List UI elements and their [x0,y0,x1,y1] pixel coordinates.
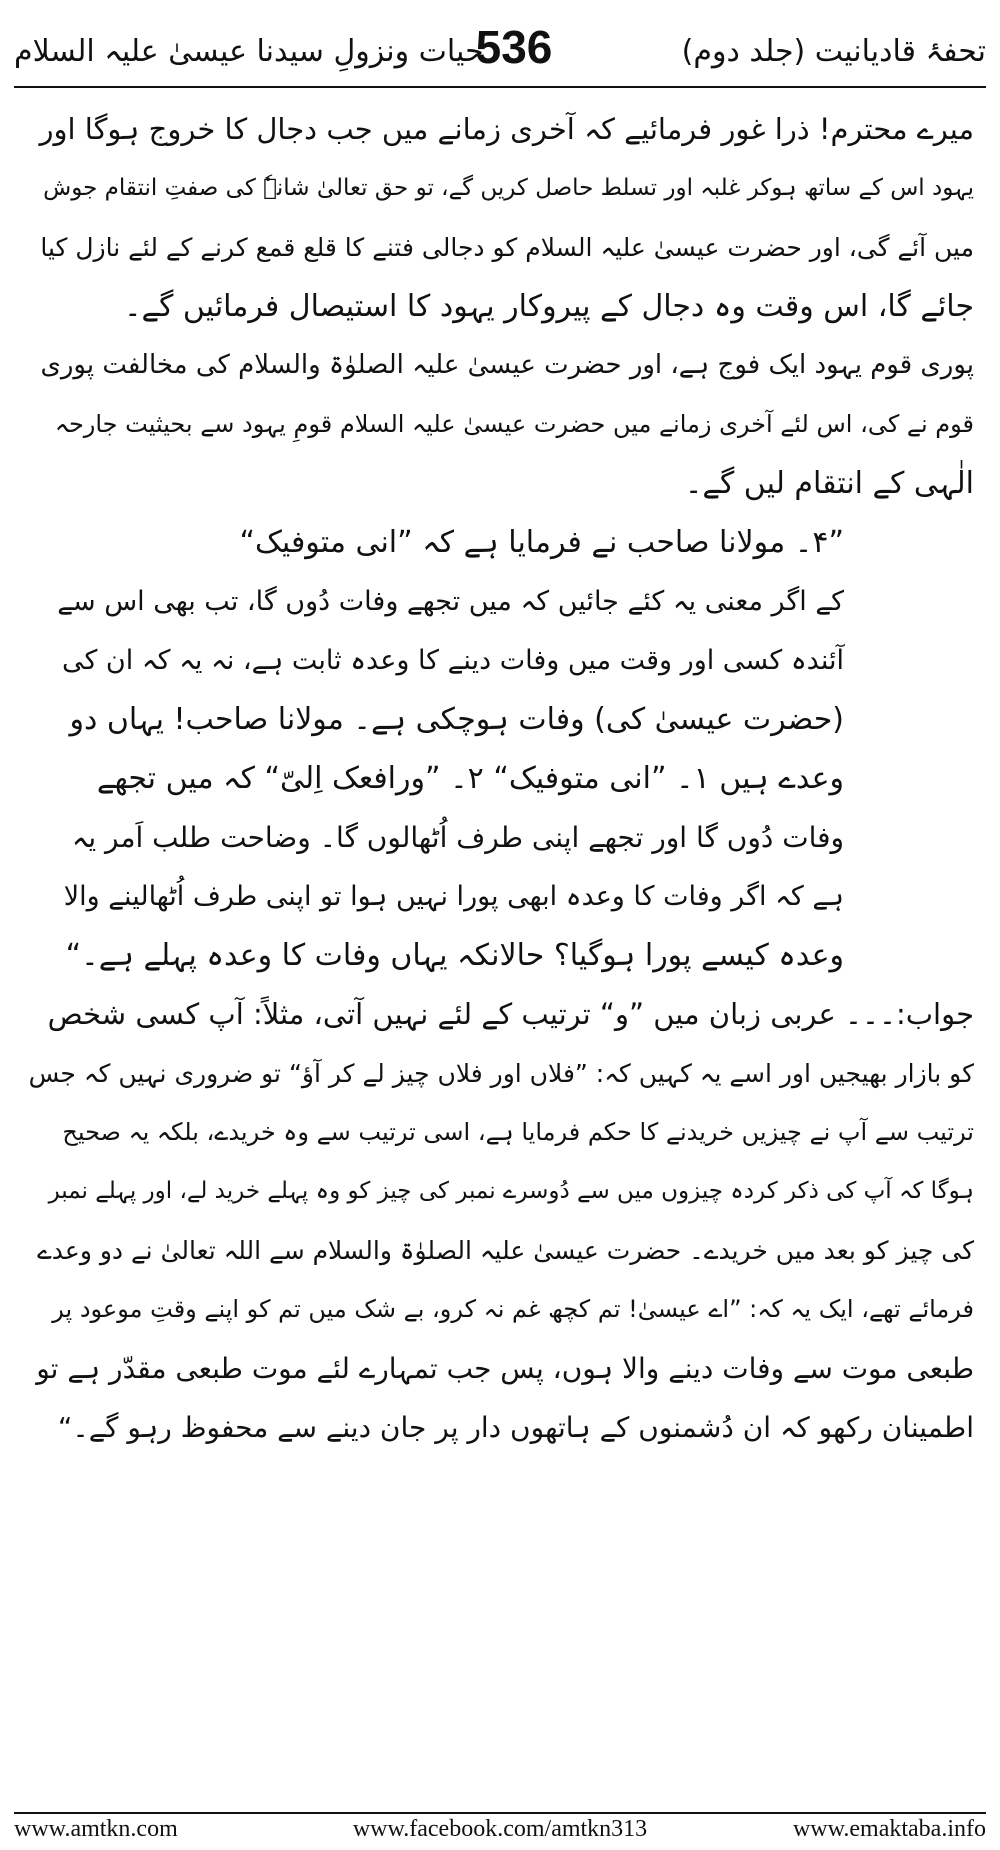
text-line: الٰہی کے انتقام لیں گے۔ [684,466,974,501]
chapter-title: حیات ونزولِ سیدنا عیسیٰ علیہ السلام [14,34,484,69]
text-line: طبعی موت سے وفات دینے والا ہوں، پس جب تمہارے لئے موت طبعی مقدّر ہے تو [36,1352,974,1385]
text-line: میرے محترم! ذرا غور فرمائیے کہ آخری زمانے میں جب دجال کا خروج ہوگا اور [39,112,974,146]
footer-divider [14,1812,986,1814]
footer-link-amtkn[interactable]: www.amtkn.com [14,1816,178,1842]
text-line: ہوگا کہ آپ کی ذکر کردہ چیزوں میں سے دُوسرے نمبر کی چیز کو وہ پہلے خرید لے، اور پہلے نمبر [48,1178,974,1204]
text-line: جواب:۔۔۔ عربی زبان میں ”و“ ترتیب کے لئے نہیں آتی، مثلاً: آپ کسی شخص [47,997,974,1031]
header-divider [14,86,986,88]
text-line: وعدہ کیسے پورا ہوگیا؟ حالانکہ یہاں وفات کا وعدہ پہلے ہے۔“ [65,938,844,973]
quoted-paragraph [26,513,974,985]
text-line: آئندہ کسی اور وقت میں وفات دینے کا وعدہ ثابت ہے، نہ یہ کہ ان کی [61,645,844,676]
text-line: کی چیز کو بعد میں خریدے۔ حضرت عیسیٰ علیہ الصلوٰۃ والسلام سے اللہ تعالیٰ نے دو وعدے [37,1236,974,1265]
text-line: ہے کہ اگر وفات کا وعدہ ابھی پورا نہیں ہوا تو اپنی طرف اُٹھالینے والا [63,881,844,912]
text-line: وعدے ہیں ۱۔ ”انی متوفیک“ ۲۔ ”ورافعک اِلیّ“ کہ میں تجھے [96,761,844,796]
text-line: ترتیب سے آپ نے چیزیں خریدنے کا حکم فرمایا ہے، اسی ترتیب سے وہ خریدے، بلکہ یہ صحیح [62,1118,974,1146]
page-footer [14,1816,986,1846]
text-line: قوم نے کی، اس لئے آخری زمانے میں حضرت عیسیٰ علیہ السلام قومِ یہود سے بحیثیت جارحہ [54,410,974,438]
text-line: پوری قوم یہود ایک فوج ہے، اور حضرت عیسیٰ علیہ الصلوٰۃ والسلام کی مخالفت پوری [40,350,974,380]
book-title: تحفۂ قادیانیت (جلد دوم) [681,34,986,69]
page-number: 536 [475,21,553,73]
footer-link-emaktaba[interactable]: www.emaktaba.info [792,1816,986,1842]
text-line: اطمینان رکھو کہ ان دُشمنوں کے ہاتھوں دار پر جان دینے سے محفوظ رہو گے۔“ [57,1411,974,1444]
text-line: وفات دُوں گا اور تجھے اپنی طرف اُٹھالوں گا۔ وضاحت طلب اَمر یہ [71,821,844,854]
text-line: (حضرت عیسیٰ کی) وفات ہوچکی ہے۔ مولانا صاحب! یہاں دو [69,702,844,737]
text-line: یہود اس کے ساتھ ہوکر غلبہ اور تسلط حاصل کریں گے، تو حق تعالیٰ شانہٗ کی صفتِ انتقام جوش [43,175,974,201]
text-line: کو بازار بھیجیں اور اسے یہ کہیں کہ: ”فلاں اور فلاں چیز لے کر آؤ“ تو ضروری نہیں کہ جس [28,1059,974,1088]
text-line: جائے گا، اس وقت وہ دجال کے پیروکار یہود کا استیصال فرمائیں گے۔ [123,289,974,324]
footer-link-facebook[interactable]: www.facebook.com/amtkn313 [352,1816,648,1842]
paragraph [26,336,974,513]
text-line: میں آئے گی، اور حضرت عیسیٰ علیہ السلام کو دجالی فتنے کا قلع قمع کرنے کے لئے نازل کیا [40,233,974,262]
page-header [14,20,986,80]
text-line: کے اگر معنی یہ کئے جائیں کہ میں تجھے وفات دُوں گا، تب بھی اس سے [57,586,844,617]
paragraph [26,985,974,1457]
text-line: ”۴۔ مولانا صاحب نے فرمایا ہے کہ ”انی متوفیک“ [239,525,844,560]
text-line: فرمائے تھے، ایک یہ کہ: ”اے عیسیٰ! تم کچھ غم نہ کرو، بے شک میں تم کو اپنے وقتِ موعود پر [52,1295,974,1323]
paragraph [26,100,974,336]
page-body [26,100,974,1457]
